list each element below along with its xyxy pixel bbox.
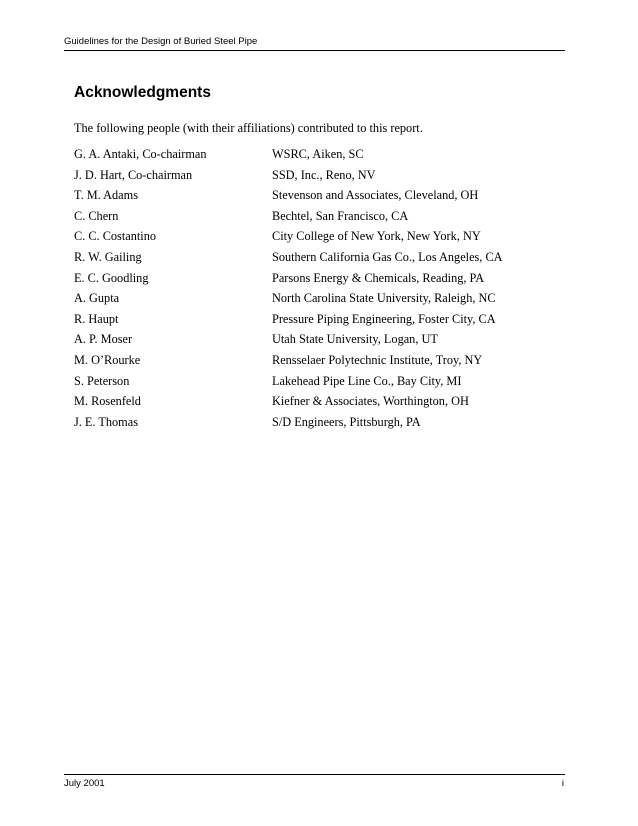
contributor-name: A. P. Moser <box>74 332 133 347</box>
contributor-affiliation: Pressure Piping Engineering, Foster City, CA <box>272 311 496 326</box>
contributor-affiliation: SSD, Inc., Reno, NV <box>272 167 376 182</box>
list-item <box>74 332 544 353</box>
contributor-name: J. D. Hart, Co-chairman <box>74 167 193 182</box>
contributor-affiliation: S/D Engineers, Pittsburgh, PA <box>272 414 421 429</box>
running-title: Guidelines for the Design of Buried Steel Pipe <box>64 36 258 47</box>
contributor-affiliation: Parsons Energy & Chemicals, Reading, PA <box>272 270 485 285</box>
list-item <box>74 415 544 436</box>
page-number: i <box>561 778 564 789</box>
footer-date: July 2001 <box>64 778 105 789</box>
contributor-affiliation: Rensselaer Polytechnic Institute, Troy, NY <box>272 352 483 367</box>
contributor-affiliation: Stevenson and Associates, Cleveland, OH <box>272 188 479 203</box>
contributor-name: A. Gupta <box>74 291 120 306</box>
contributor-name: J. E. Thomas <box>74 414 138 429</box>
contributor-name: M. O’Rourke <box>74 352 141 367</box>
list-item <box>74 312 544 333</box>
list-item <box>74 291 544 312</box>
contributor-name: M. Rosenfeld <box>74 394 141 409</box>
contributor-name: T. M. Adams <box>74 188 138 203</box>
list-item <box>74 229 544 250</box>
contributor-affiliation: City College of New York, New York, NY <box>272 229 481 244</box>
contributor-affiliation: Southern California Gas Co., Los Angeles, CA <box>272 249 503 264</box>
list-item <box>74 394 544 415</box>
contributor-affiliation: Kiefner & Associates, Worthington, OH <box>272 394 469 409</box>
list-item <box>74 374 544 395</box>
list-item <box>74 353 544 374</box>
contributor-affiliation: WSRC, Aiken, SC <box>272 147 364 161</box>
list-item <box>74 250 544 271</box>
contributor-affiliation: Utah State University, Logan, UT <box>272 332 438 347</box>
list-item <box>74 209 544 230</box>
intro-text: The following people (with their affiliations) contributed to this report. <box>74 121 423 135</box>
contributor-name: C. Chern <box>74 208 119 223</box>
contributors-list <box>74 147 544 435</box>
section-title: Acknowledgments <box>74 84 211 101</box>
contributor-affiliation: Lakehead Pipe Line Co., Bay City, MI <box>272 373 462 388</box>
page-footer <box>64 774 565 789</box>
list-item <box>74 147 544 168</box>
contributor-name: G. A. Antaki, Co-chairman <box>74 147 207 161</box>
contributor-name: R. Haupt <box>74 311 119 326</box>
contributor-affiliation: North Carolina State University, Raleigh, NC <box>272 291 496 306</box>
contributor-name: E. C. Goodling <box>74 270 149 285</box>
contributor-name: S. Peterson <box>74 373 130 388</box>
contributor-affiliation: Bechtel, San Francisco, CA <box>272 208 409 223</box>
list-item <box>74 271 544 292</box>
page-header <box>64 36 565 51</box>
list-item <box>74 188 544 209</box>
contributor-name: R. W. Gailing <box>74 249 142 264</box>
contributor-name: C. C. Costantino <box>74 229 156 244</box>
list-item <box>74 168 544 189</box>
